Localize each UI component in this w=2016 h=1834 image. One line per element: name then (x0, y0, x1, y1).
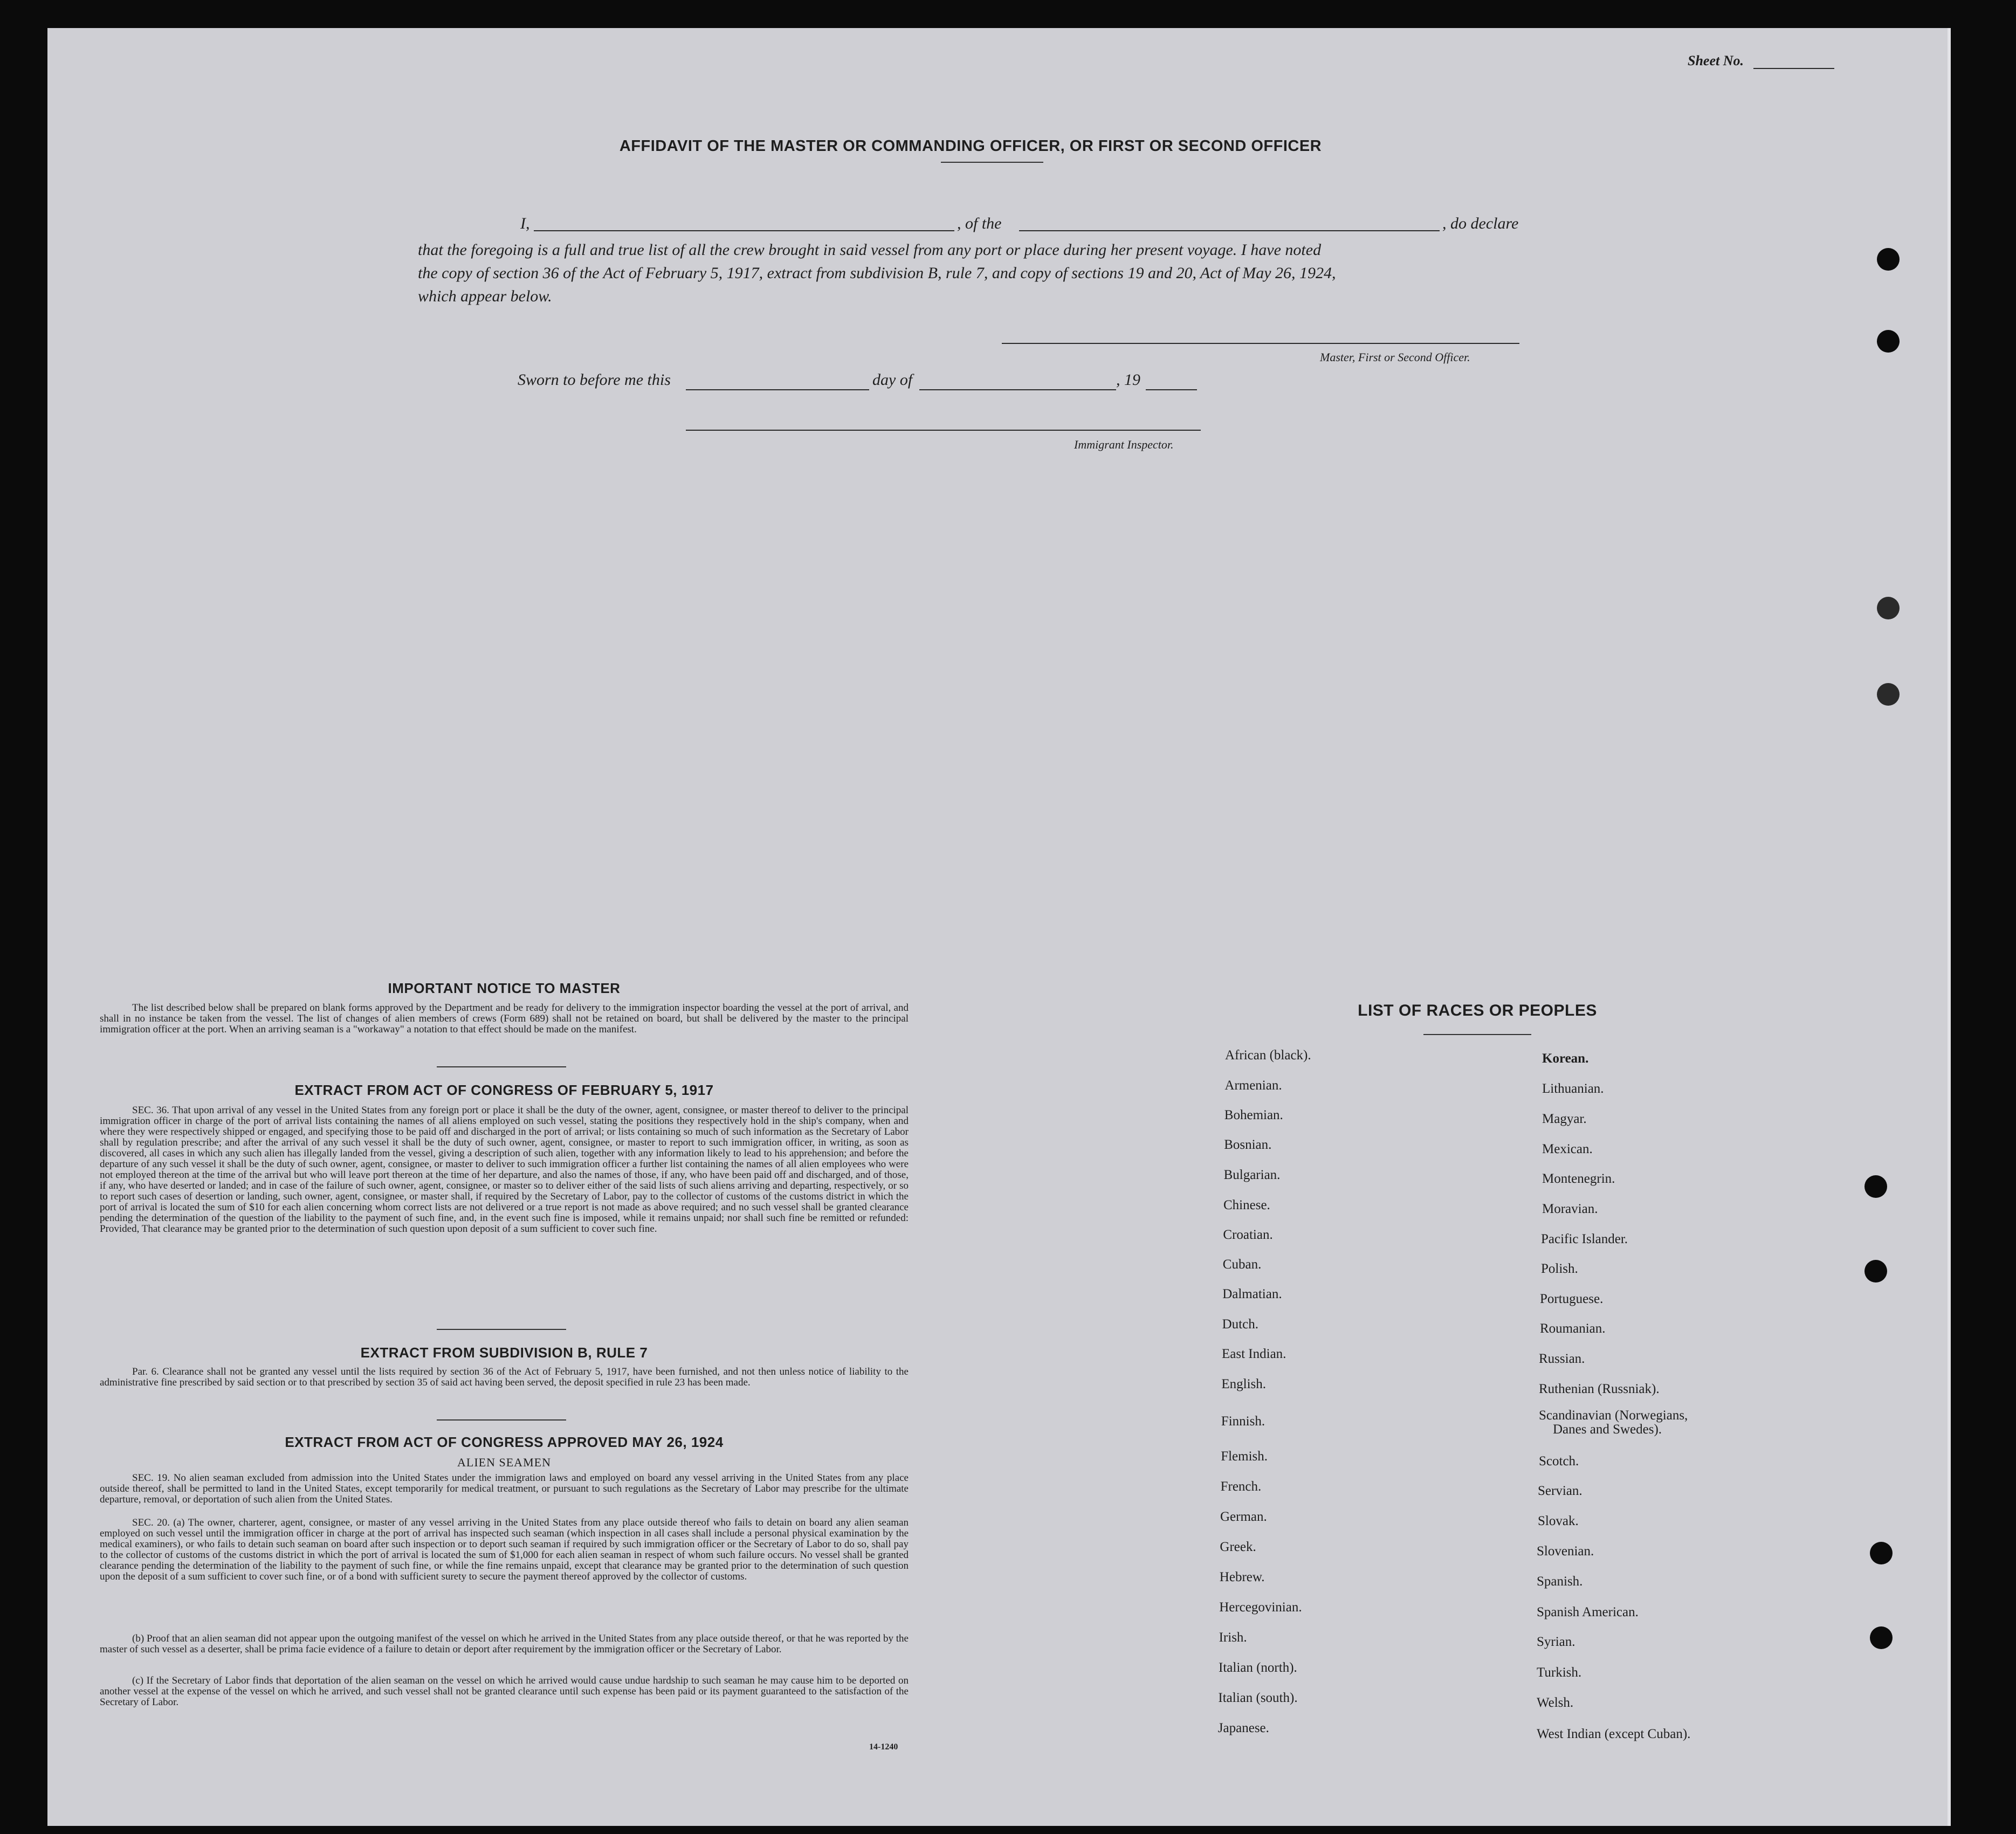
race-item: Ruthenian (Russniak). (1539, 1382, 1660, 1396)
officer-name-field[interactable] (534, 230, 954, 231)
race-item: Servian. (1538, 1484, 1582, 1498)
race-item: Dalmatian. (1222, 1287, 1282, 1301)
race-item: Italian (north). (1219, 1660, 1297, 1675)
race-item: Moravian. (1542, 1202, 1598, 1216)
extract-rule7-title: EXTRACT FROM SUBDIVISION B, RULE 7 (360, 1345, 648, 1361)
affidavit-title: AFFIDAVIT OF THE MASTER OR COMMANDING OFFICER, OR FIRST OR SECOND OFFICER (619, 137, 1322, 155)
races-title: LIST OF RACES OR PEOPLES (1358, 1002, 1597, 1019)
punch-hole (1864, 1175, 1887, 1198)
race-item: Chinese. (1223, 1198, 1270, 1212)
race-item: Polish. (1541, 1261, 1578, 1276)
punch-hole (1870, 1626, 1893, 1649)
race-item: Magyar. (1542, 1112, 1587, 1126)
affidavit-line-4: which appear below. (418, 287, 552, 305)
inspector-signature-field[interactable] (686, 430, 1201, 431)
race-item: Bohemian. (1224, 1108, 1283, 1122)
race-item: Spanish American. (1537, 1605, 1639, 1619)
punch-hole (1877, 330, 1900, 353)
vessel-name-field[interactable] (1019, 230, 1440, 231)
race-item: Turkish. (1537, 1665, 1582, 1680)
divider (1423, 1034, 1531, 1035)
race-item: Mexican. (1542, 1142, 1593, 1156)
divider (437, 1066, 566, 1067)
sworn-month-field[interactable] (919, 389, 1116, 390)
sec-19-text: SEC. 19. No alien seaman excluded from admission into the United States under the immigration laws and employed on board any vessel arriving in the United States from any place outside thereof, shall be permitted to land in the United States, except temporarily for medical treatment, or pursuant to such regulations as the Secretary of Labor may prescribe for the ultimate departure, removal, or deportation of such alien from the United States. (100, 1472, 909, 1505)
punch-hole (1877, 597, 1900, 619)
race-item: English. (1221, 1377, 1267, 1391)
race-item: Slovak. (1538, 1514, 1579, 1528)
race-item: Greek. (1220, 1540, 1256, 1554)
race-item: Syrian. (1537, 1635, 1575, 1649)
sec-20c-text: (c) If the Secretary of Labor finds that deportation of the alien seaman on the vessel on which he arrived would cause undue hardship to such seaman he may cause him to be deported on another vessel at the expense of the vessel on which he arrived, and such vessel shall not be granted clearance until such expense has been paid or its payment guaranteed to the satisfaction of the Secretary of Labor. (100, 1675, 909, 1708)
day-of-label: day of (872, 371, 913, 389)
race-item: Scandinavian (Norwegians, (1539, 1408, 1688, 1423)
year-label: , 19 (1116, 371, 1140, 389)
sheet-number-field[interactable] (1753, 68, 1834, 69)
race-item: Hercegovinian. (1219, 1600, 1302, 1615)
race-item: Danes and Swedes). (1553, 1422, 1662, 1437)
form-number: 14-1240 (869, 1742, 898, 1752)
race-item: Pacific Islander. (1541, 1232, 1628, 1246)
affidavit-line-2: that the foregoing is a full and true list of all the crew brought in said vessel from any port or place during her present voyage. I have noted (418, 241, 1322, 259)
race-item: Croatian. (1223, 1228, 1273, 1242)
sec-20b-text: (b) Proof that an alien seaman did not appear upon the outgoing manifest of the vessel on which he arrived in the United States from any place outside thereof, or that he was reported by the master of such vessel as a deserter, shall be prima facie evidence of a failure to detain or deport after requirement by the immigration officer or the Secretary of Labor. (100, 1633, 909, 1655)
race-item: Korean. (1542, 1051, 1589, 1066)
race-item: Russian. (1539, 1352, 1585, 1366)
race-item: West Indian (except Cuban). (1537, 1727, 1691, 1741)
race-item: East Indian. (1222, 1347, 1286, 1361)
race-item: German. (1220, 1509, 1267, 1524)
race-item: Cuban. (1222, 1257, 1262, 1272)
race-item: Flemish. (1221, 1449, 1268, 1464)
master-signature-field[interactable] (1002, 343, 1519, 344)
extract-rule7-text: Par. 6. Clearance shall not be granted any vessel until the lists required by section 36 of the Act of February 5, 1917, have been furnished, and not then unless notice of liability to the administrative fine prescribed by said section or to that prescribed by section 35 of said act having been served, the deposit specified in rule 23 has been made. (100, 1366, 909, 1388)
race-item: Scotch. (1539, 1454, 1579, 1468)
notice-text: The list described below shall be prepared on blank forms approved by the Department and be ready for delivery to the immigration inspector boarding the vessel at the port of arrival, and shall in no instance be taken from the vessel. The list of changes of alien members of crews (Form 689) shall not be retained on board, but shall be delivered by the master to the principal immigration officer at the port. When an arriving seaman is a "workaway" a notation to that effect should be made on the manifest. (100, 1002, 909, 1035)
divider (437, 1419, 566, 1421)
sworn-label: Sworn to before me this (518, 371, 671, 389)
notice-title: IMPORTANT NOTICE TO MASTER (388, 980, 621, 996)
divider (437, 1329, 566, 1330)
race-item: Japanese. (1217, 1721, 1269, 1735)
master-caption: Master, First or Second Officer. (1320, 350, 1470, 364)
race-item: Spanish. (1537, 1574, 1583, 1589)
race-item: Dutch. (1222, 1317, 1258, 1332)
extract-1917-title: EXTRACT FROM ACT OF CONGRESS OF FEBRUARY 5, 1917 (294, 1082, 714, 1098)
affidavit-of-the: , of the (957, 215, 1002, 232)
sheet-number-label (1688, 53, 1744, 69)
sworn-day-field[interactable] (686, 389, 869, 390)
race-item: Irish. (1219, 1630, 1247, 1645)
race-item: Italian (south). (1218, 1691, 1298, 1705)
extract-1924-title: EXTRACT FROM ACT OF CONGRESS APPROVED MAY 26, 1924 (285, 1434, 724, 1450)
race-item: Bosnian. (1224, 1137, 1272, 1152)
sec-20a-text: SEC. 20. (a) The owner, charterer, agent, consignee, or master of any vessel arriving in the United States from any place outside thereof who fails to detain on board any alien seaman employed on such vessel until the immigration officer in charge at the port of arrival has inspected such seaman (which inspection in all cases shall include a personal physical examination by the medical examiners), or who fails to detain such seaman on board after such inspection or to deport such seaman if required by such immigration officer or the Secretary of Labor to do so, shall pay to the collector of customs of the customs district in which the port of arrival is located the sum of $1,000 for each alien seaman in respect of whom such failure occurs. No vessel shall be granted clearance pending the determination of the liability to the payment of such fine, or while the fine remains unpaid, except that clearance may be granted prior to the determination of such question upon the deposit of a sum sufficient to cover such fine, or of a bond with sufficient surety to secure the payment thereof approved by the collector of customs. (100, 1517, 909, 1582)
punch-hole (1864, 1260, 1887, 1283)
race-item: Montenegrin. (1542, 1171, 1615, 1186)
race-item: French. (1220, 1479, 1262, 1494)
inspector-caption: Immigrant Inspector. (1074, 438, 1174, 451)
sworn-year-field[interactable] (1146, 389, 1197, 390)
affidavit-do-declare: , do declare (1442, 215, 1519, 232)
punch-hole (1877, 248, 1900, 271)
affidavit-i-label: I, (520, 215, 530, 232)
punch-hole (1877, 683, 1900, 706)
race-item: Finnish. (1221, 1414, 1265, 1429)
race-item: Armenian. (1224, 1078, 1282, 1093)
race-item: Welsh. (1537, 1695, 1574, 1710)
affidavit-line-3: the copy of section 36 of the Act of February 5, 1917, extract from subdivision B, rule 7, and copy of sections 19 and 20, Act of May 26, 1924, (418, 264, 1336, 282)
punch-hole (1870, 1542, 1893, 1564)
race-item: Slovenian. (1537, 1544, 1594, 1559)
divider (941, 162, 1043, 163)
alien-seamen-subtitle: ALIEN SEAMEN (457, 1456, 551, 1469)
race-item: Hebrew. (1219, 1570, 1265, 1584)
race-item: Lithuanian. (1542, 1081, 1604, 1096)
race-item: Roumanian. (1540, 1321, 1606, 1336)
sheet-no-text: Sheet No. (1688, 53, 1744, 68)
race-item: Portuguese. (1540, 1292, 1604, 1306)
extract-1917-text: SEC. 36. That upon arrival of any vessel in the United States from any foreign port or place it shall be the duty of the owner, agent, consignee, or master thereof to deliver to the principal immigration officer in charge of the port of arrival lists containing the names of all aliens employed on such vessel, stating the positions they respectively hold in the ship's company, when and where they were respectively shipped or engaged, and specifying those to be paid off and discharged in the port of arrival; or lists containing so much of such information as the Secretary of Labor shall by regulation prescribe; and after the arrival of any such vessel it shall be the duty of such owner, agent, consignee, or master to report to such immigration officer, in writing, as soon as discovered, all cases in which any such alien has illegally landed from the vessel, giving a description of such alien, together with any information likely to lead to his apprehension; and before the departure of any such vessel it shall be the duty of such owner, agent, consignee, or master to deliver to such immigration officer a further list containing the names of all alien employees who were not employed thereon at the time of the arrival but who will leave port thereon at the time of her departure, and also the names of those, if any, who have been paid off and discharged, and of those, if any, who have deserted or landed; and in case of the failure of such owner, agent, consignee, or master so to deliver either of the said lists of such aliens arriving and departing, respectively, or so to report such cases of desertion or landing, such owner, agent, consignee, or master shall, if required by the Secretary of Labor, pay to the collector of customs of the customs district in which the port of arrival is located the sum of $10 for each alien concerning whom correct lists are not delivered or a true report is not made as above required; and no such vessel shall be granted clearance pending the determination of the question of the liability to the payment of such fine, and, in the event such fine is imposed, while it remains unpaid; nor shall such fine be remitted or refunded: Provided, That clearance may be granted prior to the determination of such question upon deposit of a sum sufficient to cover such fine. (100, 1105, 909, 1235)
race-item: African (black). (1225, 1048, 1311, 1063)
race-item: Bulgarian. (1223, 1168, 1281, 1182)
